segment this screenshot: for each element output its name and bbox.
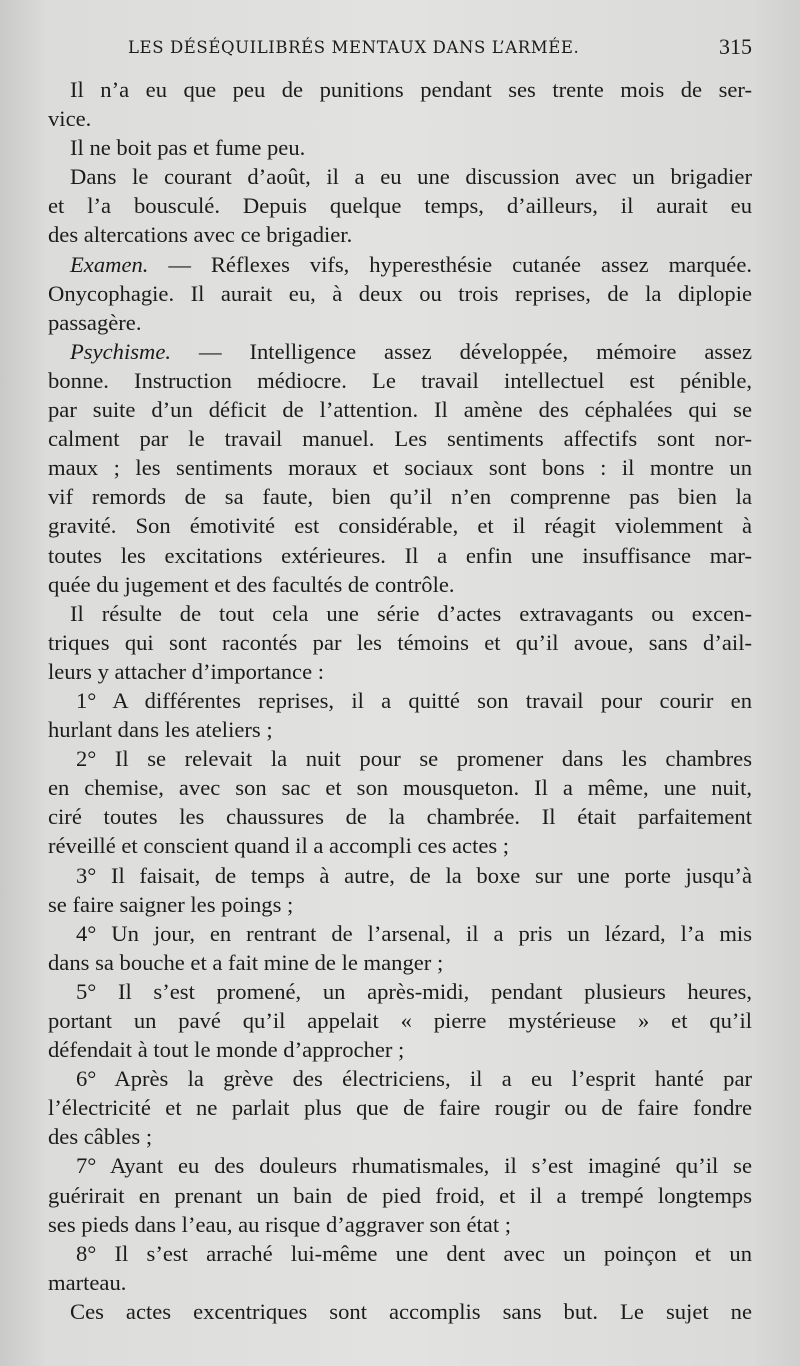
line-text: bonne. Instruction médiocre. Le travail intellectuel est pénible,: [48, 367, 752, 393]
text-line: [48, 1006, 752, 1035]
text-line: [48, 1181, 752, 1210]
line-text: par suite d’un déficit de l’attention. Il amène des céphalées qui se: [48, 397, 752, 423]
line-text: des altercations avec ce brigadier.: [48, 222, 353, 248]
text-line: [48, 948, 752, 977]
line-text: vif remords de sa faute, bien qu’il n’en comprenne pas bien la: [48, 484, 752, 510]
text-line: [48, 424, 752, 453]
line-text: réveillé et conscient quand il a accompli ces actes ;: [48, 833, 510, 859]
text-line: [48, 395, 752, 424]
running-title: LES DÉSÉQUILIBRÉS MENTAUX DANS L’ARMÉE.: [128, 38, 580, 57]
line-text: des câbles ;: [48, 1124, 153, 1150]
body-text: [48, 75, 752, 1326]
text-line: [48, 75, 752, 104]
line-text: 8° Il s’est arraché lui-même une dent avec un poinçon et un: [76, 1240, 752, 1266]
section-label: Psychisme.: [70, 338, 172, 364]
text-line: [48, 191, 752, 220]
text-line: [48, 686, 752, 715]
text-line: [48, 1035, 752, 1064]
line-text: triques qui sont racontés par les témoins et qu’il avoue, sans d’ail-: [48, 629, 752, 655]
page-number: 315: [719, 34, 752, 59]
line-text: ses pieds dans l’eau, au risque d’aggraver son état ;: [48, 1211, 512, 1237]
text-line: [48, 715, 752, 744]
line-text: ciré toutes les chaussures de la chambrée. Il était parfaitement: [48, 804, 752, 830]
page-header: [48, 34, 752, 68]
line-text: 1° A différentes reprises, il a quitté son travail pour courir en: [76, 687, 752, 713]
text-line: [48, 773, 752, 802]
line-text: Dans le courant d’août, il a eu une discussion avec un brigadier: [70, 164, 752, 190]
text-line: [48, 279, 752, 308]
text-line: [48, 1093, 752, 1122]
line-text: Il résulte de tout cela une série d’actes extravagants ou excen-: [70, 600, 752, 626]
text-line: [48, 250, 752, 279]
line-text: 6° Après la grève des électriciens, il a eu l’esprit hanté par: [76, 1066, 752, 1092]
line-text: gravité. Son émotivité est considérable, et il réagit violemment à: [48, 513, 752, 539]
line-text: portant un pavé qu’il appelait « pierre mystérieuse » et qu’il: [48, 1008, 752, 1033]
text-line: [48, 162, 752, 191]
line-text: toutes les excitations extérieures. Il a enfin une insuffisance mar-: [48, 542, 752, 568]
text-line: [48, 977, 752, 1006]
line-text: Onycophagie. Il aurait eu, à deux ou trois reprises, de la diplopie: [48, 280, 752, 306]
text-line: [48, 1297, 752, 1326]
text-line: [48, 890, 752, 919]
text-line: [48, 337, 752, 366]
text-line: [48, 511, 752, 540]
line-text: Il ne boit pas et fume peu.: [70, 135, 306, 161]
text-line: [48, 453, 752, 482]
line-text: se faire saigner les poings ;: [48, 891, 294, 917]
line-text: 3° Il faisait, de temps à autre, de la boxe sur une porte jusqu’à: [76, 862, 752, 888]
line-text: dans sa bouche et a fait mine de le manger ;: [48, 949, 444, 975]
line-text: quée du jugement et des facultés de contrôle.: [48, 571, 455, 597]
line-text: vice.: [48, 106, 92, 132]
line-text: — Intelligence assez développée, mémoire assez: [171, 338, 752, 364]
text-line: [48, 657, 752, 686]
text-line: [48, 1064, 752, 1093]
text-line: [48, 802, 752, 831]
text-line: [48, 308, 752, 337]
line-text: leurs y attacher d’importance :: [48, 658, 325, 684]
text-line: [48, 1210, 752, 1239]
line-text: marteau.: [48, 1269, 127, 1295]
text-line: [48, 1239, 752, 1268]
text-line: [48, 1268, 752, 1297]
text-line: [48, 1151, 752, 1180]
text-line: [48, 541, 752, 570]
section-label: Examen.: [70, 251, 149, 277]
line-text: passagère.: [48, 309, 142, 335]
line-text: maux ; les sentiments moraux et sociaux sont bons : il montre un: [48, 455, 752, 481]
line-text: — Réflexes vifs, hyperesthésie cutanée assez marquée.: [148, 251, 752, 277]
text-line: [48, 744, 752, 773]
text-line: [48, 366, 752, 395]
line-text: 4° Un jour, en rentrant de l’arsenal, il a pris un lézard, l’a mis: [76, 920, 752, 946]
text-line: [48, 104, 752, 133]
text-line: [48, 1122, 752, 1151]
text-line: [48, 482, 752, 511]
line-text: guérirait en prenant un bain de pied froid, et il a trempé longtemps: [48, 1182, 752, 1208]
line-text: et l’a bousculé. Depuis quelque temps, d’ailleurs, il aurait eu: [48, 193, 752, 219]
line-text: Il n’a eu que peu de punitions pendant ses trente mois de ser-: [70, 77, 752, 102]
line-text: 7° Ayant eu des douleurs rhumatismales, il s’est imaginé qu’il se: [76, 1153, 752, 1179]
line-text: calment par le travail manuel. Les sentiments affectifs sont nor-: [48, 426, 752, 452]
line-text: hurlant dans les ateliers ;: [48, 717, 273, 743]
text-line: [48, 831, 752, 860]
line-text: 2° Il se relevait la nuit pour se promener dans les chambres: [76, 746, 752, 772]
text-line: [48, 861, 752, 890]
text-line: [48, 919, 752, 948]
line-text: Ces actes excentriques sont accomplis sans but. Le sujet ne: [70, 1298, 752, 1324]
line-text: défendait à tout le monde d’approcher ;: [48, 1037, 405, 1063]
line-text: l’électricité et ne parlait plus que de faire rougir ou de faire fondre: [48, 1095, 752, 1121]
line-text: 5° Il s’est promené, un après-midi, pendant plusieurs heures,: [76, 978, 752, 1004]
text-line: [48, 628, 752, 657]
text-line: [48, 133, 752, 162]
text-line: [48, 570, 752, 599]
text-line: [48, 599, 752, 628]
line-text: en chemise, avec son sac et son mousqueton. Il a même, une nuit,: [48, 775, 752, 801]
text-line: [48, 220, 752, 249]
